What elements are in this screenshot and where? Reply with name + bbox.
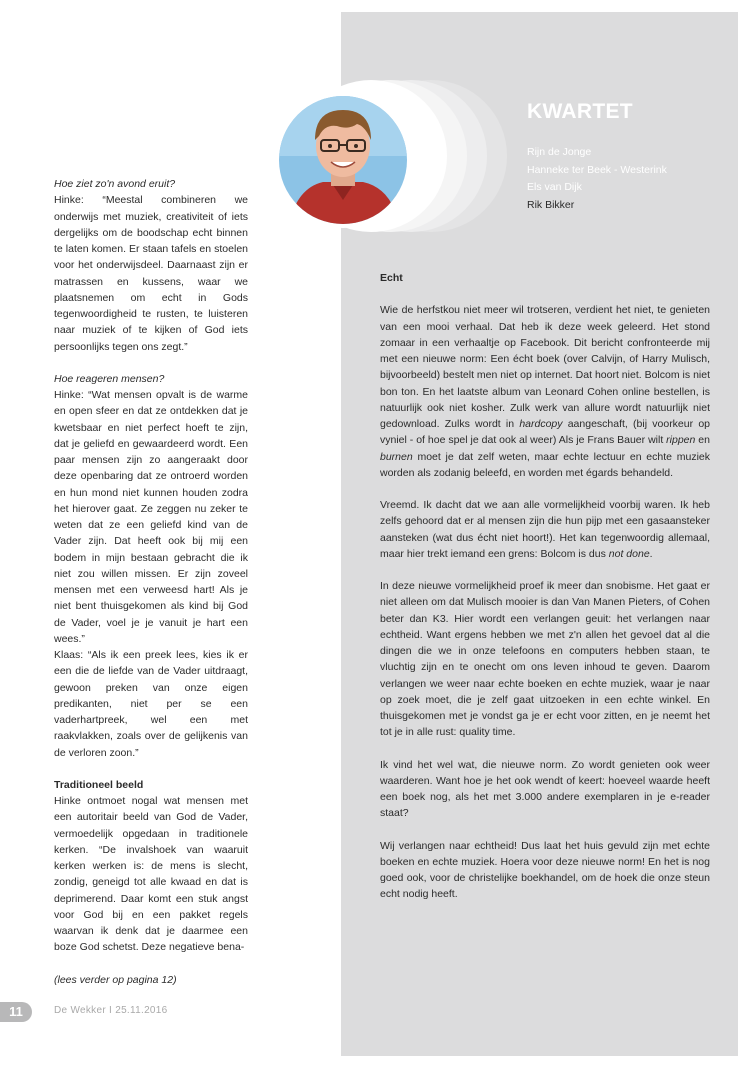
column-paragraph: Vreemd. Ik dacht dat we aan alle vormelijkheid voorbij waren. Ik heb zelfs gehoord dat er al mensen zijn die hun pijp met een gasaansteker aansteken (wat dus écht niet hoort!). Het kan tegenwoordig allemaal, maar hier trekt iemand een grens: Bolcom is dus not done.	[380, 499, 710, 560]
author-name-current: Rik Bikker	[527, 198, 575, 211]
interview-answer: Hinke: “Wat mensen opvalt is de warme en open sfeer en dat ze ontdekken dat je kwetsbaar en niet perfect hoeft te zijn, dat je geliefd en gewaardeerd wordt. Een paar mensen zijn zo aangeraakt door deze openbaring dat ze ontroerd worden en hun mond niet kunnen houden zodra het hierover gaat. Ze zeggen nu zeker te weten dat ze een geliefd kind van de Vader zijn. Dat heeft ook bij mij een bodem in mijn bestaan gebracht die ik niet zou willen missen. Er zijn zoveel mensen met een verweesd hart! Als je niet bent thuisgekomen als kind bij God de Vader, voel je je vanuit je hart een wees.”	[54, 389, 248, 645]
interview-answer: Hinke ontmoet nogal wat mensen met een autoritair beeld van God de Vader, vermoedelijk opgedaan in traditionele kerken. “De invalshoek van waaruit kerken werken is: de mens is slecht, zondig, geneigd tot alle kwaad en dat is deprimerend. Daar komt een stuk angst voor God bij en een pakket regels waarvan ik denk dat je daarmee een boze God schetst. Deze negatieve bena-	[54, 795, 248, 954]
author-name: Rijn de Jonge	[527, 146, 592, 158]
section-subheading: Traditioneel beeld	[54, 778, 144, 791]
author-portrait	[275, 92, 411, 228]
column-paragraph: Wie de herfstkou niet meer wil trotseren, verdient het niet, te genieten van een mooi verhaal. Dat heb ik deze week geleerd. Het stond zomaar in een verhaaltje op Facebook. Dit bericht confronteerde mij met een nieuwe norm: Een écht boek (over Calvijn, of Harry Mulisch, bijvoorbeeld) bestelt men niet op internet. Dat hoort niet. Bolcom is niet bon ton. En het laatste album van Leonard Cohen online bestellen, is natuurlijk ook niet kosher. Zulk werk van allure wordt natuurlijk niet gedownload. Zulks wordt in hardcopy aangeschaft, (bij voorkeur op vyniel - of hoe spel je dat ook al weer) Als je Frans Bauer wilt rippen en burnen moet je dat zelf weten, maar echte lectuur en echte muziek worden als zodanig beleefd, en worden met égards behandeld.	[380, 304, 710, 479]
interview-answer: Klaas: “Als ik een preek lees, kies ik er een die de liefde van de Vader uitdraagt, gewoon preken van onze eigen predikanten, niet per se een vaderhartpreek, wel een met raakvlakken, zoals over de gelijkenis van de verloren zoon.”	[54, 649, 248, 759]
kwartet-title: KWARTET	[527, 100, 633, 123]
kwartet-column-text	[380, 270, 710, 919]
column-heading: Echt	[380, 272, 403, 284]
author-name: Els van Dijk	[527, 181, 582, 194]
column-paragraph: Wij verlangen naar echtheid! Dus laat het huis gevuld zijn met echte boeken en echte muziek. Hoera voor deze nieuwe norm! En het is nog goed ook, voor de christelijke boekhandel, om de hoek die onze steun echt nodig heeft.	[380, 839, 710, 901]
column-paragraph: Ik vind het wel wat, die nieuwe norm. Zo wordt genieten ook weer waarderen. Want hoe je het ook wendt of keert: hoeveel waarde heeft een boek nog, als het met 3.000 andere exemplaren in je e-reader staat?	[380, 758, 710, 820]
continued-note: (lees verder op pagina 12)	[54, 973, 177, 986]
kwartet-authors	[527, 144, 667, 214]
portrait-illustration	[279, 96, 407, 224]
page-number-tab: 11	[0, 1002, 32, 1022]
column-paragraph: In deze nieuwe vormelijkheid proef ik meer dan snobisme. Het gaat er niet alleen om dat Mulisch mooier is dan Van Manen Pieters, of Cohen beter dan K3. Hier wordt een verlangen geuit: het verlangen naar echtheid. Want ergens hebben we met z'n allen het gevoel dat al die dingen die we in onze telefoons en computers hebben staan, te vluchtig zijn en te onecht om ons leven inhoud te geven. Daarom verlangen we weer naar echte boeken en echte muziek, waar je naar op zoek moet, die je zelf gaat uitzoeken in een echte winkel. En thuisgekomen met je vondst ga je er echt voor zitten, en je neemt het tot je in alle rust: quality time.	[380, 580, 710, 739]
interview-question: Hoe ziet zo'n avond eruit?	[54, 178, 176, 190]
interview-column	[54, 176, 248, 988]
interview-question: Hoe reageren mensen?	[54, 372, 165, 385]
footer-publication: De Wekker I 25.11.2016	[54, 1005, 168, 1016]
interview-answer: Hinke: “Meestal combineren we onderwijs met muziek, creativiteit of iets dergelijks om de boodschap echt binnen te laten komen. Er staan tafels en stoelen voor het onderwijsdeel. Daarnaast zijn er matrassen en kussens, waar we plaatsnemen om echt in Gods tegenwoordigheid te rusten, te luisteren naar muziek of te kijken of God iets persoonlijks tegen ons zegt.”	[54, 194, 248, 353]
author-name: Hanneke ter Beek - Westerink	[527, 163, 667, 176]
